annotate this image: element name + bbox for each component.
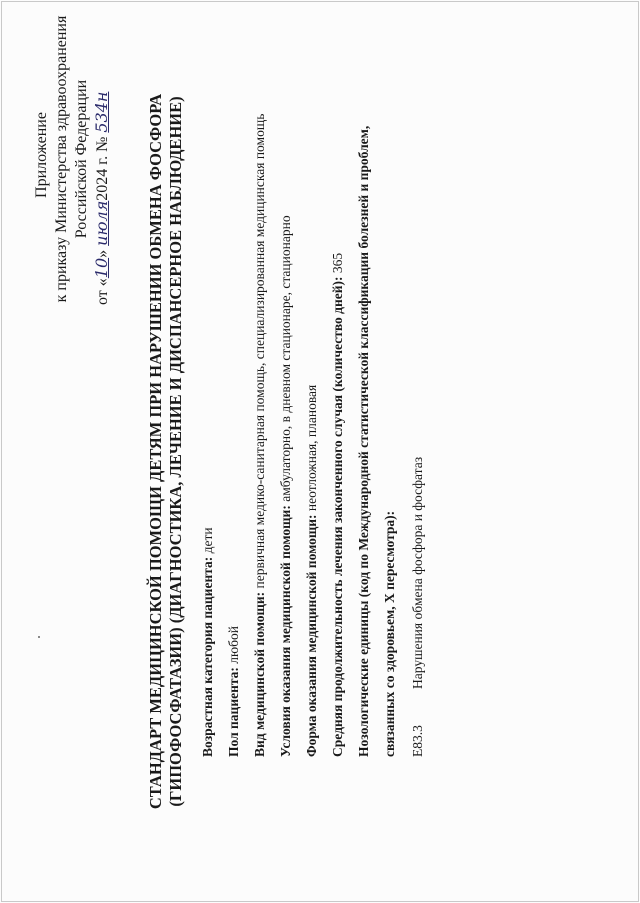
field-sex-value: любой (226, 626, 241, 664)
field-care-type-value: первичная медико-санитарная помощь, специализированная медицинская помощь (252, 113, 267, 589)
title-line2: (ГИПОФОСФАТАЗИИ) (ДИАГНОСТИКА, ЛЕЧЕНИЕ И ДИСПАНСЕРНОЕ НАБЛЮДЕНИЕ) (166, 96, 185, 807)
nosology-description: Нарушения обмена фосфора и фосфатаз (410, 456, 425, 689)
field-duration (330, 253, 346, 757)
field-form (304, 385, 320, 757)
field-age (200, 527, 216, 757)
appendix-line1: Приложение (33, 112, 50, 198)
field-care-type (252, 114, 268, 757)
date-year: 2024 г. № (94, 136, 111, 201)
nosology-heading-line1: Нозологические единицы (код по Международной статистической классификации болезней и проблем, (356, 125, 371, 757)
field-age-label: Возрастная категория пациента: (200, 556, 215, 757)
date-month: июля (92, 200, 111, 246)
field-form-value: неотложная, плановая (304, 384, 319, 512)
appendix-order-line (92, 92, 113, 305)
appendix-line3: Российской Федерации (73, 79, 90, 239)
field-conditions (278, 215, 294, 757)
date-mid: » (94, 249, 111, 258)
field-duration-label: Средняя продолжительность лечения законченного случая (количество дней): (330, 276, 345, 757)
title-line1: СТАНДАРТ МЕДИЦИНСКОЙ ПОМОЩИ ДЕТЯМ ПРИ НАРУШЕНИИ ОБМЕНА ФОСФОРА (146, 93, 165, 810)
field-age-value: дети (200, 527, 215, 554)
order-number: 534н (92, 91, 111, 133)
field-sex (226, 626, 242, 757)
nosology-heading-line2: связанных со здоровьем, X пересмотра): (382, 510, 397, 757)
date-day: 10 (92, 257, 111, 279)
field-sex-label: Пол пациента: (226, 667, 241, 757)
date-prefix: от « (94, 278, 111, 305)
field-conditions-value: амбулаторно, в дневном стационаре, стационарно (278, 215, 293, 502)
appendix-line2: к приказу Министерства здравоохранения (53, 15, 70, 303)
nosology-code: E83.3 (410, 725, 425, 757)
field-form-label: Форма оказания медицинской помощи: (304, 514, 319, 757)
field-conditions-label: Условия оказания медицинской помощи: (278, 505, 293, 757)
field-duration-value: 365 (330, 252, 345, 274)
field-care-type-label: Вид медицинской помощи: (252, 591, 267, 757)
